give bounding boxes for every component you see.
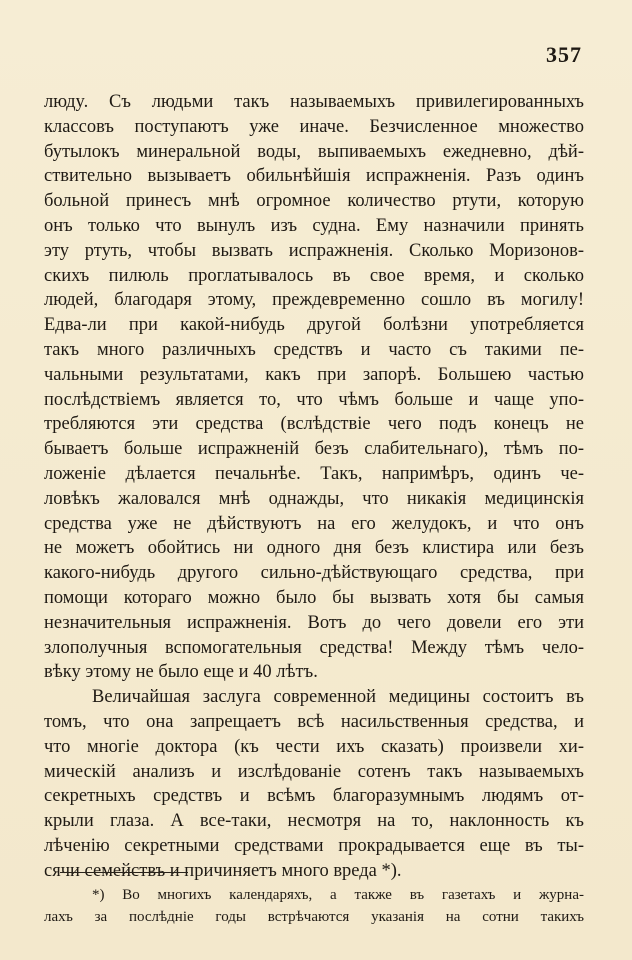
text-line: онъ только что вынулъ изъ судна. Ему назначили принять (44, 215, 584, 236)
text-line: бутылокъ минеральной воды, выпиваемыхъ ежедневно, дѣй- (44, 141, 584, 162)
text-line: такъ много различныхъ средствъ и часто съ такими пе- (44, 339, 584, 360)
footnote-line: лахъ за послѣдніе годы встрѣчаются указанія на сотни такихъ (44, 909, 584, 925)
text-line: ствительно вызываетъ обильнѣйшія испражненія. Разъ одинъ (44, 166, 584, 187)
text-line: средства уже не дѣйствуютъ на его желудокъ, и что онъ (44, 513, 584, 534)
text-line: томъ, что она запрещаетъ всѣ насильственныя средства, и (44, 711, 584, 732)
text-line: сячи семействъ и причиняетъ много вреда *). (44, 860, 402, 881)
body-text (44, 90, 584, 884)
text-line: ложеніе дѣлается печальнѣе. Такъ, напримѣръ, одинъ че- (44, 463, 584, 484)
text-line: чальными результатами, какъ при запорѣ. Большею частью (44, 364, 584, 385)
page-number: 357 (546, 42, 582, 67)
text-line: Едва-ли при какой-нибудь другой болѣзни употребляется (44, 315, 584, 336)
footnote-line: *) Во многихъ календаряхъ, а также въ газетахъ и журна- (92, 887, 584, 903)
text-line: помощи котораго можно было бы вызвать хотя бы самыя (44, 587, 584, 608)
text-line: злополучныя вспомогательныя средства! Между тѣмъ чело- (44, 637, 584, 658)
text-line: что многіе доктора (къ чести ихъ сказать) произвели хи- (44, 736, 584, 757)
text-line: скихъ пилюль проглатывалось въ свое время, и сколько (44, 265, 584, 286)
text-line-paragraph-start: Величайшая заслуга современной медицины состоитъ въ (92, 687, 584, 708)
text-line: лѣченію секретными средствами прокрадывается еще въ ты- (44, 835, 584, 856)
footnote (44, 884, 584, 928)
text-line: классовъ поступаютъ уже иначе. Безчисленное множество (44, 116, 584, 137)
text-line: людy. Съ людьми такъ называемыхъ привилегированныхъ (44, 92, 584, 112)
text-line: бываетъ больше испражненій безъ слабительнаго), тѣмъ по- (44, 439, 584, 460)
text-line: эту ртуть, чтобы вызвать испражненія. Сколько Моризонов- (44, 240, 584, 261)
text-line: послѣдствіемъ является то, что чѣмъ больше и чаще упо- (44, 389, 584, 410)
text-line: незначительныя испражненія. Вотъ до чего довели его эти (44, 612, 584, 633)
text-line: какого-нибудь другого сильно-дѣйствующаго средства, при (44, 563, 584, 584)
text-line: вѣку этому не было еще и 40 лѣтъ. (44, 662, 318, 683)
text-line: крыли глаза. А все-таки, несмотря на то, наклонность къ (44, 811, 584, 832)
text-line: мическій анализъ и изслѣдованіе сотенъ такъ называемыхъ (44, 761, 584, 782)
text-line: ловѣкъ жаловался мнѣ однажды, что никакія медицинскія (44, 488, 584, 509)
text-line: секретныхъ средствъ и всѣмъ благоразумнымъ людямъ от- (44, 786, 584, 807)
text-line: не можетъ обойтись ни одного дня безъ клистира или безъ (44, 538, 584, 559)
text-line: людей, благодаря этому, преждевременно сошло въ могилу! (44, 290, 584, 311)
text-line: больной принесъ мнѣ огромное количество ртути, которую (44, 191, 584, 212)
text-line: требляются эти средства (вслѣдствіе чего подъ конецъ не (44, 414, 584, 435)
footnote-divider (60, 872, 188, 873)
